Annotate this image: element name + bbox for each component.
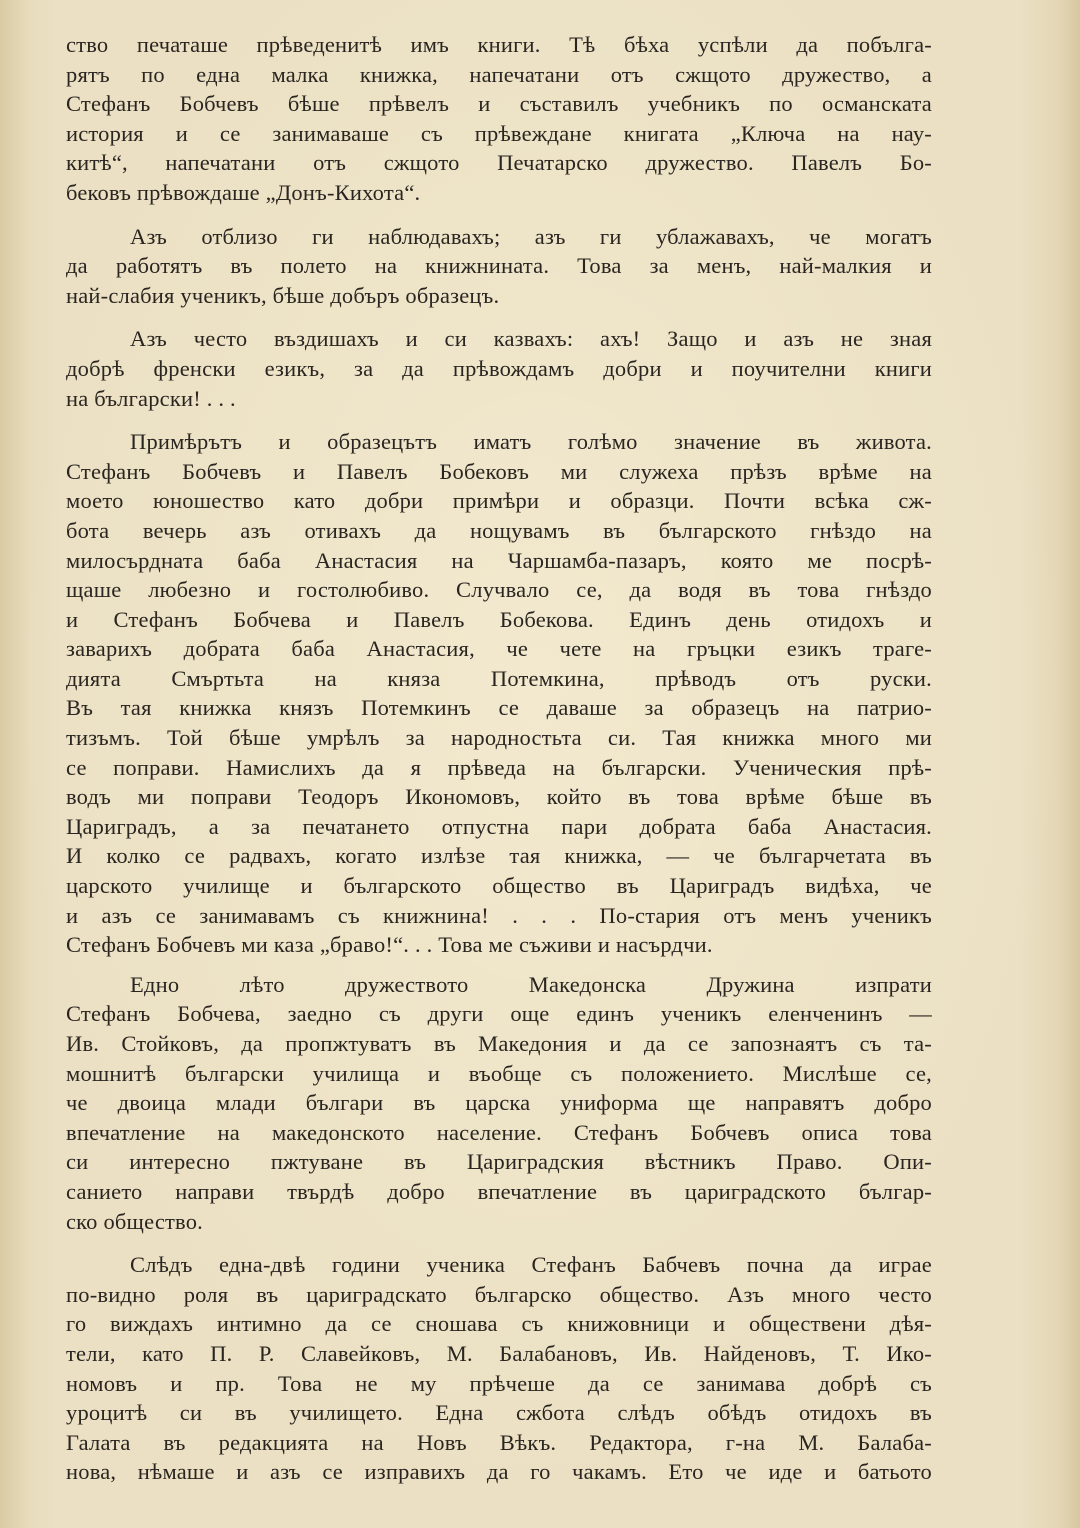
- text-line: нова, нѣмаше и азъ се изправихъ да го чакамъ. Ето че иде и батьото: [66, 1459, 932, 1485]
- text-line: ство печаташе прѣведенитѣ имъ книги. Тѣ бѣха успѣли да побълга-: [66, 32, 932, 57]
- text-line: и азъ се занимавамъ съ книжнина! . . . По-стария отъ менъ ученикъ: [66, 902, 932, 928]
- text-line: санието направи твърдѣ добро впечатление въ цариградското българ-: [66, 1178, 932, 1204]
- text-line: добрѣ френски езикъ, за да прѣвождамъ добри и поучителни книги: [66, 355, 932, 381]
- text-line: го виждахъ интимно да се сношава съ книжовници и обществени дѣя-: [66, 1311, 932, 1337]
- paragraph: [66, 970, 932, 1236]
- text-line: да работятъ въ полето на книжнината. Това за менъ, най-малкия и: [66, 253, 932, 279]
- text-line: заварихъ добрата баба Анастасия, че чете на гръцки езикъ траге-: [66, 636, 932, 662]
- text-line: история и се занимаваше съ прѣвеждане книгата „Ключа на нау-: [66, 120, 932, 146]
- text-line: Стефанъ Бобчевъ и Павелъ Бобековъ ми служеха прѣзъ врѣме на: [66, 458, 932, 484]
- text-line: милосърдната баба Анастасия на Чаршамба-пазаръ, която ме посрѣ-: [66, 547, 932, 573]
- text-line: Азъ отблизо ги наблюдавахъ; азъ ги ублажавахъ, че могатъ: [130, 223, 932, 249]
- text-line: Стефанъ Бобчевъ ми каза „браво!“. . . Това ме съживи и насърдчи.: [66, 932, 713, 958]
- text-line: номовъ и пр. Това не му прѣчеше да се занимава добрѣ съ: [66, 1370, 932, 1396]
- text-line: Стефанъ Бобчева, заедно съ други още единъ ученикъ еленчeнинъ —: [66, 1001, 932, 1027]
- text-line: по-видно роля въ цариградскато българско общество. Азъ много често: [66, 1281, 932, 1307]
- text-line: Примѣрътъ и образецътъ иматъ голѣмо значение въ живота.: [130, 429, 932, 455]
- text-line: че двоица млади българи въ царска униформа ще направятъ добро: [66, 1090, 932, 1116]
- text-line: дията Смъртьта на княза Потемкина, прѣводъ отъ руски.: [66, 665, 932, 691]
- text-line: рятъ по една малка книжка, напечатани отъ сжщото дружество, а: [66, 61, 932, 87]
- text-line: царското училище и българското общество въ Цариградъ видѣха, че: [66, 873, 932, 899]
- text-line: щаше любезно и гостолюбиво. Случвало се, да водя въ това гнѣздо: [66, 577, 932, 603]
- text-line: мошнитѣ български училища и въобще съ положението. Мислѣше се,: [66, 1060, 932, 1086]
- text-line: тели, като П. Р. Славейковъ, М. Балабановъ, Ив. Найденовъ, Т. Ико-: [66, 1340, 932, 1366]
- text-line: Въ тая книжка князъ Потемкинъ се даваше за образецъ на патрио-: [66, 695, 932, 721]
- paragraph: [66, 30, 932, 208]
- paragraph: [66, 427, 932, 960]
- text-line: впечатление на македонското население. Стефанъ Бобчевъ описа това: [66, 1119, 932, 1145]
- text-line: бота вечерь азъ отивахъ да нощувамъ въ българското гнѣздо на: [66, 517, 932, 543]
- text-line: водъ ми поправи Теодоръ Икономовъ, който въ това врѣме бѣше въ: [66, 784, 932, 810]
- text-line: и Стефанъ Бобчева и Павелъ Бобекова. Единъ день отидохъ и: [66, 606, 932, 632]
- text-line: на български! . . .: [66, 385, 236, 411]
- text-line: Стефанъ Бобчевъ бѣше прѣвелъ и съставилъ учебникъ по османската: [66, 91, 932, 117]
- text-line: Цариградъ, а за печатането отпустна пари добрата баба Анастасия.: [66, 813, 932, 839]
- text-line: си интересно пжтуване въ Цариградския вѣстникъ Право. Опи-: [66, 1149, 932, 1175]
- text-line: И колко се радвахъ, когато излѣзе тая книжка, — че българчетата въ: [66, 843, 932, 869]
- text-line: бековъ прѣвождаше „Донъ-Кихота“.: [66, 179, 421, 205]
- text-line: Слѣдъ една-двѣ години ученика Стефанъ Бабчевъ почна да играе: [130, 1252, 932, 1278]
- paragraph: [66, 1250, 932, 1487]
- paragraph: [66, 324, 932, 413]
- text-line: тизъмъ. Той бѣше умрѣлъ за народностьта си. Тая книжка много ми: [66, 725, 932, 751]
- text-line: най-слабия ученикъ, бѣше добъръ образецъ.: [66, 282, 500, 308]
- text-line: моето юношество като добри примѣри и образци. Почти всѣка сж-: [66, 488, 932, 514]
- text-line: китѣ“, напечатани отъ сжщото Печатарско дружество. Павелъ Бо-: [66, 150, 932, 176]
- paragraph: [66, 222, 932, 311]
- text-line: ско общество.: [66, 1208, 203, 1234]
- text-line: Азъ често въздишахъ и си казвахъ: ахъ! Защо и азъ не зная: [130, 326, 932, 352]
- page-body-text: [66, 30, 932, 1487]
- text-line: Галата въ редакцията на Новъ Вѣкъ. Редактора, г-на М. Балаба-: [66, 1429, 932, 1455]
- text-line: Ив. Стойковъ, да пропжтуватъ въ Македония и да се запознаятъ съ та-: [66, 1031, 932, 1056]
- text-line: се поправи. Намислихъ да я прѣведа на български. Ученическия прѣ-: [66, 754, 932, 780]
- text-line: Едно лѣто дружеството Македонска Дружина изпрати: [130, 971, 932, 997]
- text-line: уроцитѣ си въ училището. Една сжбота слѣдъ обѣдъ отидохъ въ: [66, 1400, 932, 1426]
